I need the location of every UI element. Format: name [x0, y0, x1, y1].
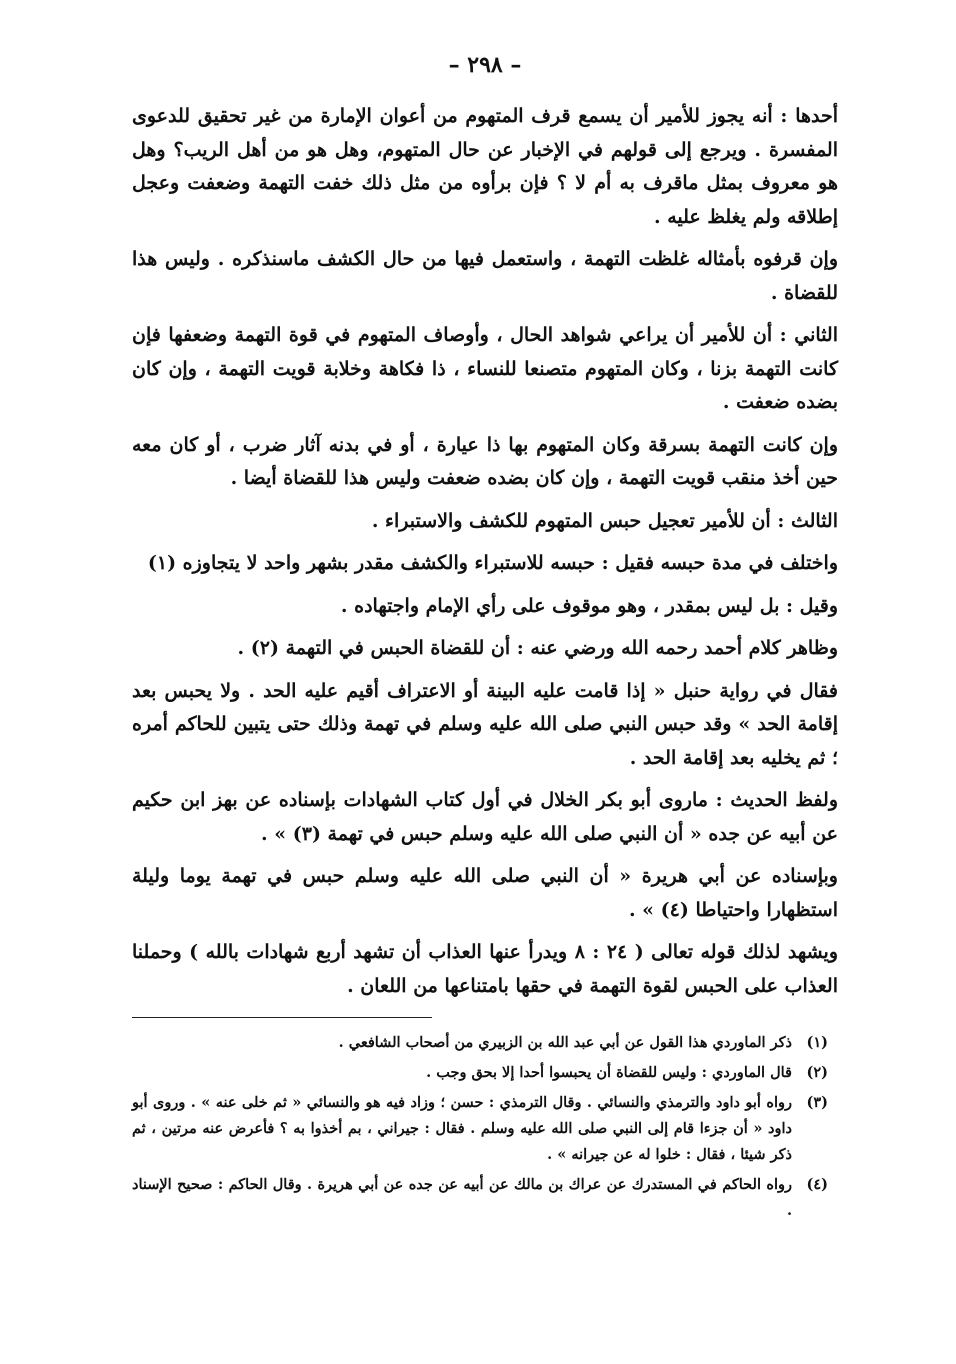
footnote: [132, 1172, 828, 1224]
footnote: [132, 1060, 828, 1086]
paragraph: وإن كانت التهمة بسرقة وكان المتهوم بها ذا عيارة ، أو في بدنه آثار ضرب ، أو كان معه حين أخذ منقب قويت التهمة ، وإن كان بضده ضعفت وليس هذا للقضاة أيضا .: [132, 433, 838, 489]
footnote-text: ذكر الماوردي هذا القول عن أبي عبد الله بن الزبيري من أصحاب الشافعي .: [338, 1034, 792, 1051]
footnote-number: (٣): [806, 1094, 828, 1111]
paragraph: الثالث : أن للأمير تعجيل حبس المتهوم للكشف والاستبراء .: [371, 509, 838, 532]
footnote-number: (٢): [806, 1064, 828, 1081]
footnote-text: رواه الحاكم في المستدرك عن عراك بن مالك عن أبيه عن جده عن أبي هريرة . وقال الحاكم : صحيح الإسناد .: [132, 1176, 792, 1219]
footnote-text: رواه أبو داود والترمذي والنسائي . وقال الترمذي : حسن ؛ وزاد فيه هو والنسائي « ثم خلى عنه » . وروى أبو داود « أن جزءا قام إلى النبي صلى الله عليه وسلم . فقال : جيراني ، بم أخذوا به ؟ فأعرض عنه مرتين ، ثم ذكر شيئا ، فقال : خلوا له عن جيرانه » .: [132, 1094, 792, 1163]
paragraph: وإن قرفوه بأمثاله غلظت التهمة ، واستعمل فيها من حال الكشف ماسنذكره . وليس هذا للقضاة .: [132, 248, 838, 304]
paragraph: أحدها : أنه يجوز للأمير أن يسمع قرف المتهوم من أعوان الإمارة من غير تحقيق للدعوى المفسرة . ويرجع إلى قولهم في الإخبار عن حال المتهوم، وهل هو من أهل الريب؟ وهل هو معروف بمثل ماقرف به أم لا ؟ فإن برأوه من مثل ذلك خفت التهمة وضعفت وعجل إطلاقه ولم يغلظ عليه .: [132, 105, 838, 228]
footnote-separator: [132, 1017, 432, 1018]
body-text: [132, 100, 838, 1003]
footnote-text: قال الماوردي : وليس للقضاة أن يحبسوا أحدا إلا بحق وجب .: [426, 1064, 792, 1081]
paragraph: وبإسناده عن أبي هريرة « أن النبي صلى الله عليه وسلم حبس في تهمة يوما وليلة استظهارا واحتياطا (٤) » .: [132, 865, 838, 921]
paragraph: ويشهد لذلك قوله تعالى ( ٢٤ : ٨ ويدرأ عنها العذاب أن تشهد أربع شهادات بالله ) وحملنا العذاب على الحبس لقوة التهمة في حقها بامتناعها من اللعان .: [132, 941, 839, 997]
footnote: [132, 1030, 828, 1056]
footnotes: [132, 1030, 838, 1224]
paragraph: وقيل : بل ليس بمقدر ، وهو موقوف على رأي الإمام واجتهاده .: [340, 594, 838, 617]
footnote: [132, 1090, 828, 1168]
footnote-number: (٤): [806, 1176, 828, 1193]
page-number: – ٢٩٨ –: [448, 52, 522, 78]
footnote-number: (١): [806, 1034, 828, 1051]
paragraph: الثاني : أن للأمير أن يراعي شواهد الحال ، وأوصاف المتهوم في قوة التهمة وضعفها فإن كانت التهمة بزنا ، وكان المتهوم متصنعا للنساء ، ذا فكاهة وخلابة قويت التهمة ، وإن كان بضده ضعفت .: [132, 324, 838, 413]
paragraph: فقال في رواية حنبل « إذا قامت عليه البينة أو الاعتراف أقيم عليه الحد . ولا يحبس بعد إقامة الحد » وقد حبس النبي صلى الله عليه وسلم في تهمة وذلك حتى يتبين للحاكم أمره ؛ ثم يخليه بعد إقامة الحد .: [132, 679, 838, 769]
paragraph: وظاهر كلام أحمد رحمه الله ورضي عنه : أن للقضاة الحبس في التهمة (٢) .: [237, 637, 838, 659]
paragraph: ولفظ الحديث : ماروى أبو بكر الخلال في أول كتاب الشهادات بإسناده عن بهز ابن حكيم عن أبيه عن جده « أن النبي صلى الله عليه وسلم حبس في تهمة (٣) » .: [132, 789, 838, 845]
paragraph: واختلف في مدة حبسه فقيل : حبسه للاستبراء والكشف مقدر بشهر واحد لا يتجاوزه (١): [147, 552, 838, 574]
